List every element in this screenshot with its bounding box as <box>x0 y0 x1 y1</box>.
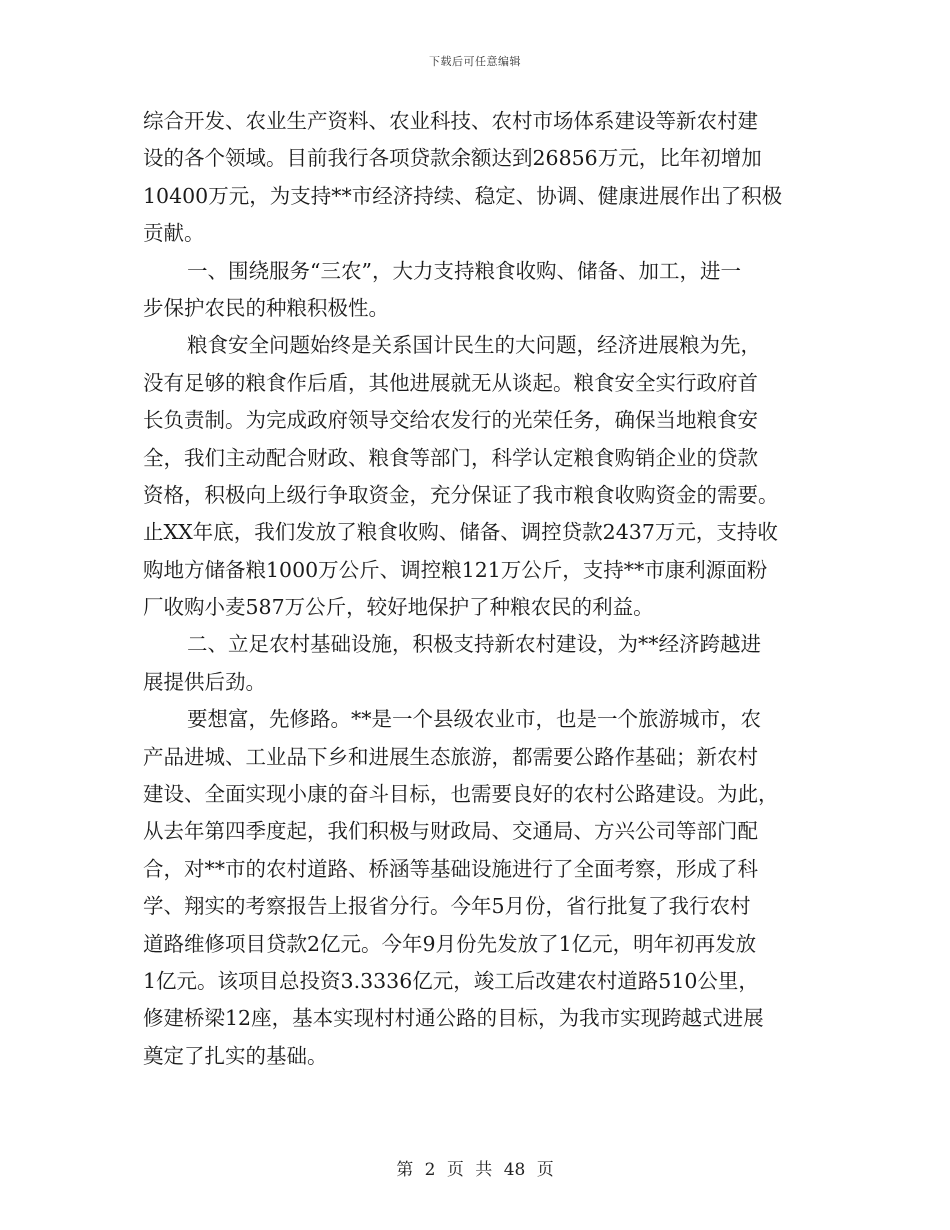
page-footer: 第 2 页 共 48 页 <box>396 1160 554 1180</box>
text-line: 购地方储备粮1000万公斤、调控粮121万公斤，支持**市康利源面粉 <box>143 557 768 582</box>
text-line: 10400万元，为支持**市经济持续、稳定、协调、健康进展作出了积极 <box>143 183 783 208</box>
text-line: 全，我们主动配合财政、粮食等部门，科学认定粮食购销企业的贷款 <box>143 445 758 470</box>
text-line: 修建桥梁12座，基本实现村村通公路的目标，为我市实现跨越式进展 <box>143 1006 764 1031</box>
text-line: 要想富，先修路。**是一个县级农业市，也是一个旅游城市，农 <box>187 707 761 732</box>
text-line: 设的各个领域。目前我行各项贷款余额达到26856万元，比年初增加 <box>143 146 762 171</box>
text-line: 建设、全面实现小康的奋斗目标，也需要良好的农村公路建设。为此， <box>143 782 779 807</box>
text-line: 厂收购小麦587万公斤，较好地保护了种粮农民的利益。 <box>143 595 654 620</box>
text-line: 从去年第四季度起，我们积极与财政局、交通局、方兴公司等部门配 <box>143 819 758 844</box>
text-line: 没有足够的粮食作后盾，其他进展就无从谈起。粮食安全实行政府首 <box>143 370 758 395</box>
text-line: 粮食安全问题始终是关系国计民生的大问题，经济进展粮为先， <box>187 333 761 358</box>
text-line: 资格，积极向上级行争取资金，充分保证了我市粮食收购资金的需要。 <box>143 482 779 507</box>
text-line: 道路维修项目贷款2亿元。今年9月份先发放了1亿元，明年初再发放 <box>143 931 757 956</box>
text-line: 二、立足农村基础设施，积极支持新农村建设，为**经济跨越进 <box>187 632 761 657</box>
text-line: 产品进城、工业品下乡和进展生态旅游，都需要公路作基础；新农村 <box>143 744 758 769</box>
text-line: 贡献。 <box>143 221 205 246</box>
text-line: 1亿元。该项目总投资3.3336亿元，竣工后改建农村道路510公里， <box>143 968 759 993</box>
text-line: 一、围绕服务“三农”，大力支持粮食收购、储备、加工，进一 <box>187 258 741 283</box>
text-line: 展提供后劲。 <box>143 669 266 694</box>
document-body <box>143 103 811 1075</box>
text-line: 合，对**市的农村道路、桥涵等基础设施进行了全面考察，形成了科 <box>143 856 758 881</box>
text-line: 止XX年底，我们发放了粮食收购、储备、调控贷款2437万元，支持收 <box>143 520 778 545</box>
text-line: 长负责制。为完成政府领导交给农发行的光荣任务，确保当地粮食安 <box>143 408 758 433</box>
text-line: 综合开发、农业生产资料、农业科技、农村市场体系建设等新农村建 <box>143 109 758 133</box>
text-line: 学、翔实的考察报告上报省分行。今年5月份，省行批复了我行农村 <box>143 894 751 919</box>
text-line: 奠定了扎实的基础。 <box>143 1043 328 1068</box>
page-header: 下载后可任意编辑 <box>429 55 521 68</box>
text-line: 步保护农民的种粮积极性。 <box>143 295 389 320</box>
